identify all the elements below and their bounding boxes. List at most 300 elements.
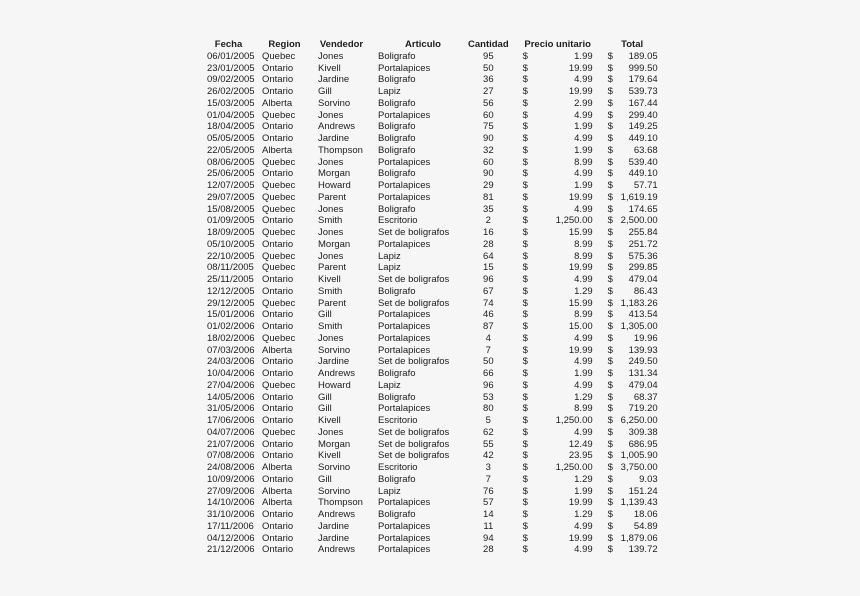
currency-symbol: $	[522, 532, 528, 544]
cell-vendedor: Sorvino	[318, 462, 351, 473]
cell-vendedor: Parent	[318, 191, 346, 203]
cell-vendedor: Parent	[318, 297, 346, 309]
amount-value: 719.20	[628, 403, 658, 415]
currency-symbol: $	[522, 309, 528, 321]
cell-region: Quebec	[262, 262, 296, 274]
cell-total	[595, 309, 658, 321]
amount-value: 309.38	[628, 426, 658, 438]
cell-region: Ontario	[262, 74, 294, 86]
cell-fecha: 21/07/2006	[207, 438, 255, 450]
cell-precio_unitario	[509, 380, 595, 392]
cell-total	[595, 180, 658, 192]
amount-value: 86.43	[633, 285, 658, 297]
cell-cantidad: 64	[483, 250, 494, 262]
amount-value: 174.65	[628, 203, 658, 215]
table-row	[207, 157, 658, 169]
amount-value: 4.99	[574, 379, 593, 391]
amount-value: 8.99	[574, 238, 593, 250]
cell-total	[595, 133, 658, 145]
currency-symbol: $	[607, 109, 613, 121]
cell-total	[595, 157, 658, 169]
cell-total	[595, 192, 658, 204]
cell-cantidad: 11	[483, 520, 494, 532]
cell-vendedor: Howard	[318, 180, 351, 191]
table-row	[207, 98, 658, 110]
cell-articulo: Portalapices	[378, 238, 431, 250]
amount-value: 1.29	[574, 473, 593, 485]
cell-articulo: Set de boligrafos	[378, 450, 450, 462]
cell-total	[595, 86, 658, 98]
cell-precio_unitario	[509, 239, 595, 251]
cell-total	[595, 63, 658, 75]
cell-precio_unitario	[509, 262, 595, 274]
currency-symbol: $	[607, 462, 613, 473]
amount-value: 1.99	[574, 180, 593, 191]
table-row	[207, 509, 658, 521]
cell-region: Quebec	[262, 156, 296, 168]
column-header-region: Region	[268, 39, 301, 50]
cell-cantidad: 35	[483, 203, 494, 215]
cell-vendedor: Howard	[318, 379, 351, 391]
currency-symbol: $	[522, 238, 528, 250]
amount-value: 131.34	[628, 368, 658, 379]
currency-symbol: $	[522, 97, 528, 109]
cell-articulo: Portalapices	[378, 62, 431, 74]
cell-region: Ontario	[262, 274, 294, 285]
cell-articulo: Portalapices	[378, 332, 431, 344]
cell-fecha: 01/09/2005	[207, 215, 255, 227]
table-row	[207, 533, 658, 545]
cell-fecha: 27/09/2006	[207, 485, 255, 497]
amount-value: 479.04	[628, 274, 658, 285]
cell-cantidad: 27	[483, 86, 494, 97]
cell-articulo: Escritorio	[378, 415, 418, 426]
cell-articulo: Portalapices	[378, 497, 431, 509]
cell-vendedor: Smith	[318, 285, 343, 297]
amount-value: 1.29	[574, 285, 593, 297]
cell-articulo: Lapiz	[378, 250, 401, 262]
amount-value: 299.85	[628, 262, 658, 274]
cell-precio_unitario	[509, 356, 595, 368]
cell-vendedor: Jones	[318, 109, 344, 121]
cell-total	[595, 239, 658, 251]
cell-articulo: Boligrafo	[378, 391, 416, 403]
cell-articulo: Portalapices	[378, 403, 431, 415]
cell-region: Ontario	[262, 238, 294, 250]
cell-cantidad: 60	[483, 109, 494, 121]
cell-cantidad: 81	[483, 191, 494, 203]
amount-value: 1,619.19	[620, 191, 658, 203]
amount-value: 19.99	[568, 191, 593, 203]
cell-vendedor: Sorvino	[318, 97, 351, 109]
cell-vendedor: Gill	[318, 86, 332, 97]
cell-articulo: Boligrafo	[378, 144, 416, 156]
cell-vendedor: Smith	[318, 321, 343, 332]
cell-precio_unitario	[509, 333, 595, 345]
cell-vendedor: Kivell	[318, 450, 341, 462]
cell-region: Ontario	[262, 438, 294, 450]
cell-precio_unitario	[509, 145, 595, 157]
cell-total	[595, 392, 658, 404]
cell-precio_unitario	[509, 63, 595, 75]
cell-precio_unitario	[509, 204, 595, 216]
cell-region: Alberta	[262, 344, 293, 356]
cell-region: Ontario	[262, 544, 294, 556]
cell-cantidad: 90	[483, 168, 494, 180]
cell-total	[595, 533, 658, 545]
currency-symbol: $	[522, 168, 528, 180]
cell-articulo: Portalapices	[378, 532, 431, 544]
table-row	[207, 204, 658, 216]
cell-vendedor: Kivell	[318, 62, 341, 74]
cell-precio_unitario	[509, 474, 595, 486]
cell-vendedor: Jones	[318, 250, 344, 262]
currency-symbol: $	[522, 250, 528, 262]
currency-symbol: $	[607, 356, 613, 368]
amount-value: 19.99	[568, 62, 593, 74]
table-row	[207, 521, 658, 533]
cell-precio_unitario	[509, 98, 595, 110]
currency-symbol: $	[607, 297, 613, 309]
amount-value: 299.40	[628, 109, 658, 121]
currency-symbol: $	[607, 74, 613, 86]
cell-precio_unitario	[509, 215, 595, 227]
currency-symbol: $	[607, 426, 613, 438]
amount-value: 4.99	[574, 426, 593, 438]
currency-symbol: $	[607, 285, 613, 297]
cell-vendedor: Parent	[318, 262, 346, 274]
amount-value: 1,183.26	[620, 297, 658, 309]
currency-symbol: $	[522, 509, 528, 520]
amount-value: 4.99	[574, 74, 593, 86]
cell-fecha: 22/10/2005	[207, 250, 255, 262]
cell-articulo: Boligrafo	[378, 168, 416, 180]
currency-symbol: $	[607, 473, 613, 485]
cell-vendedor: Thompson	[318, 497, 363, 509]
cell-cantidad: 2	[485, 215, 491, 227]
currency-symbol: $	[522, 50, 528, 62]
table-row	[207, 486, 658, 498]
cell-vendedor: Jardine	[318, 356, 350, 368]
cell-articulo: Set de boligrafos	[378, 297, 450, 309]
cell-region: Ontario	[262, 215, 294, 227]
cell-total	[595, 462, 658, 474]
cell-articulo: Set de boligrafos	[378, 356, 450, 368]
cell-precio_unitario	[509, 427, 595, 439]
currency-symbol: $	[522, 332, 528, 344]
currency-symbol: $	[522, 403, 528, 415]
currency-symbol: $	[522, 180, 528, 191]
currency-symbol: $	[522, 356, 528, 368]
cell-cantidad: 66	[483, 368, 494, 379]
cell-total	[595, 368, 658, 380]
currency-symbol: $	[522, 86, 528, 97]
cell-articulo: Portalapices	[378, 321, 431, 332]
cell-cantidad: 50	[483, 62, 494, 74]
cell-precio_unitario	[509, 121, 595, 133]
cell-precio_unitario	[509, 51, 595, 63]
cell-cantidad: 16	[483, 227, 494, 238]
table-row	[207, 286, 658, 298]
cell-precio_unitario	[509, 251, 595, 263]
cell-region: Quebec	[262, 297, 296, 309]
cell-total	[595, 215, 658, 227]
table-row	[207, 427, 658, 439]
currency-symbol: $	[522, 379, 528, 391]
table-row	[207, 63, 658, 75]
cell-region: Ontario	[262, 450, 294, 462]
table-row	[207, 215, 658, 227]
amount-value: 999.50	[628, 62, 658, 74]
currency-symbol: $	[522, 485, 528, 497]
currency-symbol: $	[607, 227, 613, 238]
amount-value: 12.49	[568, 438, 593, 450]
cell-articulo: Boligrafo	[378, 50, 416, 62]
cell-articulo: Set de boligrafos	[378, 426, 450, 438]
cell-cantidad: 62	[483, 426, 494, 438]
cell-total	[595, 403, 658, 415]
cell-vendedor: Jones	[318, 426, 344, 438]
cell-fecha: 08/06/2005	[207, 156, 255, 168]
currency-symbol: $	[522, 497, 528, 509]
currency-symbol: $	[607, 497, 613, 509]
table-row	[207, 497, 658, 509]
cell-cantidad: 5	[485, 415, 491, 426]
header-row	[207, 39, 658, 51]
cell-total	[595, 262, 658, 274]
table-row	[207, 333, 658, 345]
cell-articulo: Lapiz	[378, 86, 401, 97]
table-row	[207, 345, 658, 357]
cell-cantidad: 3	[485, 462, 491, 473]
cell-region: Ontario	[262, 309, 294, 321]
cell-articulo: Boligrafo	[378, 509, 416, 520]
table-row	[207, 544, 658, 556]
cell-articulo: Escritorio	[378, 215, 418, 227]
cell-region: Ontario	[262, 133, 294, 144]
amount-value: 19.99	[568, 344, 593, 356]
cell-articulo: Lapiz	[378, 379, 401, 391]
amount-value: 8.99	[574, 250, 593, 262]
cell-region: Quebec	[262, 191, 296, 203]
cell-total	[595, 521, 658, 533]
cell-cantidad: 76	[483, 485, 494, 497]
cell-vendedor: Gill	[318, 403, 332, 415]
cell-fecha: 07/08/2006	[207, 450, 255, 462]
cell-articulo: Portalapices	[378, 344, 431, 356]
cell-total	[595, 486, 658, 498]
cell-region: Alberta	[262, 97, 293, 109]
cell-region: Ontario	[262, 520, 294, 532]
cell-cantidad: 60	[483, 156, 494, 168]
cell-vendedor: Sorvino	[318, 344, 351, 356]
currency-symbol: $	[607, 403, 613, 415]
cell-cantidad: 80	[483, 403, 494, 415]
table-row	[207, 239, 658, 251]
cell-region: Ontario	[262, 168, 294, 180]
cell-cantidad: 7	[485, 344, 491, 356]
cell-cantidad: 94	[483, 532, 494, 544]
currency-symbol: $	[607, 544, 613, 556]
amount-value: 54.89	[633, 520, 658, 532]
amount-value: 255.84	[628, 227, 658, 238]
amount-value: 4.99	[574, 274, 593, 285]
currency-symbol: $	[522, 450, 528, 462]
column-header-fecha: Fecha	[214, 39, 243, 50]
amount-value: 139.72	[628, 544, 658, 556]
amount-value: 1.99	[574, 50, 593, 62]
cell-fecha: 05/10/2005	[207, 238, 255, 250]
currency-symbol: $	[607, 438, 613, 450]
cell-cantidad: 56	[483, 97, 494, 109]
amount-value: 9.03	[639, 473, 658, 485]
currency-symbol: $	[522, 121, 528, 133]
cell-fecha: 09/02/2005	[207, 74, 255, 86]
currency-symbol: $	[522, 62, 528, 74]
currency-symbol: $	[522, 109, 528, 121]
currency-symbol: $	[522, 438, 528, 450]
cell-cantidad: 46	[483, 309, 494, 321]
currency-symbol: $	[522, 391, 528, 403]
table-row	[207, 415, 658, 427]
amount-value: 1.99	[574, 485, 593, 497]
cell-fecha: 01/04/2005	[207, 109, 255, 121]
table-row	[207, 145, 658, 157]
cell-total	[595, 98, 658, 110]
amount-value: 19.99	[568, 532, 593, 544]
cell-fecha: 24/03/2006	[207, 356, 255, 368]
cell-articulo: Lapiz	[378, 262, 401, 274]
cell-articulo: Portalapices	[378, 544, 431, 556]
amount-value: 479.04	[628, 379, 658, 391]
cell-fecha: 17/06/2006	[207, 415, 255, 426]
amount-value: 1,250.00	[555, 215, 593, 227]
amount-value: 189.05	[628, 50, 658, 62]
amount-value: 68.37	[633, 391, 658, 403]
cell-vendedor: Jones	[318, 203, 344, 215]
amount-value: 1,879.06	[620, 532, 658, 544]
currency-symbol: $	[522, 74, 528, 86]
cell-region: Quebec	[262, 332, 296, 344]
cell-precio_unitario	[509, 180, 595, 192]
amount-value: 63.68	[633, 144, 658, 156]
currency-symbol: $	[607, 332, 613, 344]
cell-vendedor: Kivell	[318, 274, 341, 285]
table-row	[207, 192, 658, 204]
cell-vendedor: Andrews	[318, 121, 355, 133]
cell-fecha: 27/04/2006	[207, 379, 255, 391]
amount-value: 149.25	[628, 121, 658, 133]
cell-region: Alberta	[262, 144, 293, 156]
cell-precio_unitario	[509, 439, 595, 451]
cell-fecha: 01/02/2006	[207, 321, 255, 332]
cell-fecha: 22/05/2005	[207, 144, 255, 156]
cell-total	[595, 333, 658, 345]
amount-value: 4.99	[574, 544, 593, 556]
currency-symbol: $	[607, 250, 613, 262]
cell-total	[595, 274, 658, 286]
cell-fecha: 10/09/2006	[207, 473, 255, 485]
currency-symbol: $	[522, 321, 528, 332]
cell-fecha: 18/04/2005	[207, 121, 255, 133]
amount-value: 686.95	[628, 438, 658, 450]
cell-vendedor: Andrews	[318, 368, 355, 379]
cell-fecha: 12/07/2005	[207, 180, 255, 191]
cell-fecha: 06/01/2005	[207, 50, 255, 62]
currency-symbol: $	[607, 168, 613, 180]
currency-symbol: $	[522, 156, 528, 168]
cell-region: Ontario	[262, 403, 294, 415]
amount-value: 413.54	[628, 309, 658, 321]
table-row	[207, 403, 658, 415]
cell-total	[595, 345, 658, 357]
column-header-vendedor: Vendedor	[319, 39, 364, 50]
cell-precio_unitario	[509, 110, 595, 122]
cell-cantidad: 4	[485, 332, 491, 344]
cell-vendedor: Smith	[318, 215, 343, 227]
cell-cantidad: 29	[483, 180, 494, 191]
cell-total	[595, 168, 658, 180]
cell-vendedor: Morgan	[318, 438, 351, 450]
currency-symbol: $	[607, 532, 613, 544]
table-body	[207, 51, 658, 556]
amount-value: 2.99	[574, 97, 593, 109]
amount-value: 167.44	[628, 97, 658, 109]
cell-total	[595, 204, 658, 216]
cell-region: Ontario	[262, 368, 294, 379]
cell-total	[595, 145, 658, 157]
cell-region: Quebec	[262, 250, 296, 262]
cell-total	[595, 427, 658, 439]
cell-fecha: 29/12/2005	[207, 297, 255, 309]
cell-region: Quebec	[262, 180, 296, 191]
cell-precio_unitario	[509, 192, 595, 204]
amount-value: 15.99	[568, 227, 593, 238]
amount-value: 15.99	[568, 297, 593, 309]
cell-vendedor: Gill	[318, 473, 332, 485]
currency-symbol: $	[522, 133, 528, 144]
column-header-total: Total	[621, 39, 644, 50]
cell-precio_unitario	[509, 486, 595, 498]
cell-region: Ontario	[262, 356, 294, 368]
currency-symbol: $	[522, 520, 528, 532]
table-row	[207, 450, 658, 462]
cell-fecha: 23/01/2005	[207, 62, 255, 74]
amount-value: 1,005.90	[620, 450, 658, 462]
table-row	[207, 86, 658, 98]
currency-symbol: $	[522, 285, 528, 297]
cell-fecha: 21/12/2006	[207, 544, 255, 556]
cell-fecha: 04/12/2006	[207, 532, 255, 544]
cell-total	[595, 509, 658, 521]
cell-precio_unitario	[509, 274, 595, 286]
cell-articulo: Boligrafo	[378, 133, 416, 144]
cell-region: Quebec	[262, 379, 296, 391]
amount-value: 19.99	[568, 262, 593, 274]
cell-region: Ontario	[262, 321, 294, 332]
cell-precio_unitario	[509, 74, 595, 86]
table-row	[207, 51, 658, 63]
cell-precio_unitario	[509, 450, 595, 462]
cell-articulo: Boligrafo	[378, 74, 416, 86]
cell-precio_unitario	[509, 462, 595, 474]
cell-cantidad: 14	[483, 509, 494, 520]
cell-precio_unitario	[509, 227, 595, 239]
cell-cantidad: 67	[483, 285, 494, 297]
cell-precio_unitario	[509, 392, 595, 404]
cell-total	[595, 450, 658, 462]
cell-vendedor: Jardine	[318, 520, 350, 532]
